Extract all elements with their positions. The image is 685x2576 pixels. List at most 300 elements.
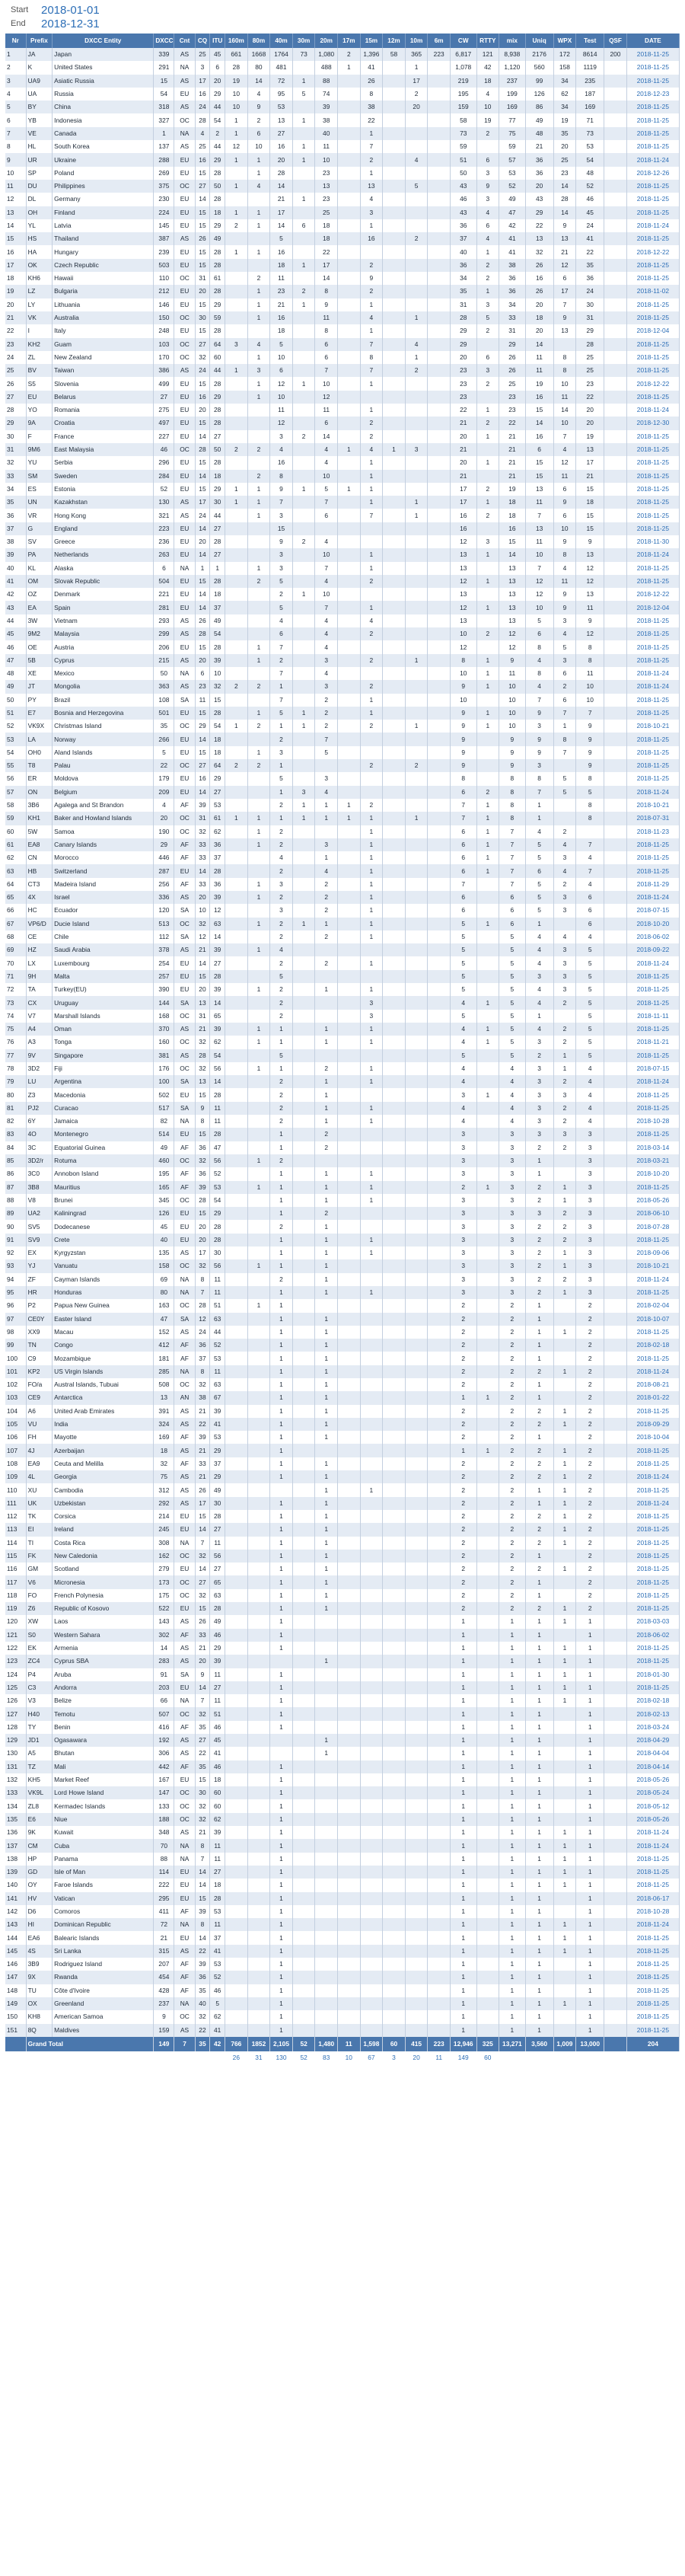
table-row[interactable] bbox=[5, 1615, 680, 1628]
table-row[interactable] bbox=[5, 1997, 680, 2010]
table-cell: 1 bbox=[315, 1181, 338, 1194]
table-cell bbox=[383, 930, 406, 943]
table-cell bbox=[383, 825, 406, 838]
table-row[interactable] bbox=[5, 891, 680, 904]
table-row[interactable] bbox=[5, 1273, 680, 1286]
table-cell bbox=[604, 245, 627, 258]
table-cell: 28 bbox=[210, 245, 225, 258]
table-row[interactable] bbox=[5, 772, 680, 785]
table-row[interactable] bbox=[5, 720, 680, 733]
table-row[interactable] bbox=[5, 1444, 680, 1457]
table-cell: 1 bbox=[270, 1826, 293, 1839]
table-row[interactable] bbox=[5, 812, 680, 825]
table-row[interactable] bbox=[5, 1286, 680, 1299]
table-row[interactable] bbox=[5, 943, 680, 956]
table-cell bbox=[476, 983, 499, 996]
table-row[interactable] bbox=[5, 930, 680, 943]
column-header[interactable]: Nr bbox=[5, 34, 26, 48]
column-header[interactable]: 6m bbox=[428, 34, 451, 48]
table-cell: 3 bbox=[553, 1088, 576, 1101]
table-row[interactable] bbox=[5, 443, 680, 456]
table-cell: 126 bbox=[154, 1207, 174, 1220]
table-cell bbox=[428, 1365, 451, 1378]
column-header[interactable]: 10m bbox=[405, 34, 428, 48]
table-row[interactable] bbox=[5, 1892, 680, 1905]
table-row[interactable] bbox=[5, 707, 680, 720]
column-header[interactable]: 12m bbox=[383, 34, 406, 48]
table-row[interactable] bbox=[5, 1378, 680, 1391]
table-row[interactable] bbox=[5, 640, 680, 653]
table-row[interactable] bbox=[5, 1049, 680, 1062]
table-row[interactable] bbox=[5, 983, 680, 996]
table-row[interactable] bbox=[5, 918, 680, 930]
table-cell: 3 bbox=[525, 720, 553, 733]
table-cell bbox=[405, 1483, 428, 1496]
table-row[interactable] bbox=[5, 1234, 680, 1247]
table-row[interactable] bbox=[5, 1181, 680, 1194]
table-row[interactable] bbox=[5, 1931, 680, 1944]
column-header[interactable]: mix bbox=[499, 34, 526, 48]
table-row[interactable] bbox=[5, 956, 680, 969]
table-cell: XX9 bbox=[26, 1326, 53, 1339]
table-cell: 9 bbox=[270, 483, 293, 496]
table-row[interactable] bbox=[5, 1747, 680, 1760]
table-cell bbox=[315, 825, 338, 838]
table-row[interactable] bbox=[5, 140, 680, 153]
table-row[interactable] bbox=[5, 1088, 680, 1101]
table-cell: 1 bbox=[476, 245, 499, 258]
table-row[interactable] bbox=[5, 1247, 680, 1259]
table-cell: 195 bbox=[450, 88, 476, 101]
table-cell bbox=[360, 1681, 383, 1694]
table-row[interactable] bbox=[5, 377, 680, 390]
table-row[interactable] bbox=[5, 1839, 680, 1852]
table-row[interactable] bbox=[5, 864, 680, 877]
table-cell: FO bbox=[26, 1589, 53, 1602]
table-row[interactable] bbox=[5, 1602, 680, 1615]
start-date-value[interactable]: 2018-01-01 bbox=[41, 3, 100, 17]
table-row[interactable] bbox=[5, 614, 680, 627]
table-cell: PA bbox=[26, 548, 53, 561]
table-row[interactable] bbox=[5, 1510, 680, 1523]
table-row[interactable] bbox=[5, 75, 680, 88]
table-cell bbox=[604, 851, 627, 864]
table-cell: 1 bbox=[476, 1444, 499, 1457]
table-cell bbox=[405, 193, 428, 206]
table-row[interactable] bbox=[5, 1575, 680, 1588]
table-row[interactable] bbox=[5, 548, 680, 561]
table-row[interactable] bbox=[5, 1786, 680, 1799]
table-row[interactable] bbox=[5, 1431, 680, 1444]
table-row[interactable] bbox=[5, 1010, 680, 1023]
table-cell: 78 bbox=[5, 1062, 26, 1075]
table-cell: 1 bbox=[247, 483, 270, 496]
table-row[interactable] bbox=[5, 88, 680, 101]
table-cell: UK bbox=[26, 1497, 53, 1510]
table-cell: 1 bbox=[270, 1128, 293, 1141]
column-header[interactable]: 17m bbox=[338, 34, 361, 48]
table-cell: 514 bbox=[154, 1128, 174, 1141]
table-cell bbox=[604, 206, 627, 219]
table-row[interactable] bbox=[5, 1550, 680, 1563]
table-cell bbox=[405, 1510, 428, 1523]
column-header[interactable]: 20m bbox=[315, 34, 338, 48]
table-row[interactable] bbox=[5, 298, 680, 311]
table-cell: 24 bbox=[5, 351, 26, 364]
table-row[interactable] bbox=[5, 61, 680, 74]
table-cell: 7 bbox=[195, 1853, 210, 1866]
table-cell bbox=[338, 918, 361, 930]
table-cell: 2018-10-21 bbox=[626, 720, 679, 733]
table-row[interactable] bbox=[5, 1062, 680, 1075]
table-cell: 2 bbox=[499, 1589, 526, 1602]
table-row[interactable] bbox=[5, 1391, 680, 1404]
table-row[interactable] bbox=[5, 1075, 680, 1088]
table-cell: EU bbox=[174, 575, 195, 588]
table-cell bbox=[383, 799, 406, 812]
table-row[interactable] bbox=[5, 1036, 680, 1049]
table-cell: 2018-11-25 bbox=[626, 1853, 679, 1866]
table-row[interactable] bbox=[5, 1945, 680, 1958]
column-header[interactable]: CW bbox=[450, 34, 476, 48]
table-row[interactable] bbox=[5, 1668, 680, 1681]
table-row[interactable] bbox=[5, 180, 680, 193]
table-cell: 6 bbox=[576, 904, 604, 917]
table-row[interactable] bbox=[5, 391, 680, 404]
table-cell: 65 bbox=[5, 891, 26, 904]
table-cell: VK9X bbox=[26, 720, 53, 733]
table-row[interactable] bbox=[5, 1365, 680, 1378]
table-cell: 2018-11-24 bbox=[626, 891, 679, 904]
table-row[interactable] bbox=[5, 404, 680, 417]
table-row[interactable] bbox=[5, 1773, 680, 1786]
table-row[interactable] bbox=[5, 338, 680, 351]
table-cell: 2018-11-25 bbox=[626, 1681, 679, 1694]
table-cell: 3 bbox=[525, 1075, 553, 1088]
table-cell bbox=[225, 1892, 248, 1905]
table-row[interactable] bbox=[5, 1984, 680, 1997]
table-row[interactable] bbox=[5, 1128, 680, 1141]
table-cell bbox=[225, 1102, 248, 1115]
table-cell: 28 bbox=[210, 1892, 225, 1905]
table-cell: 1 bbox=[315, 983, 338, 996]
table-cell: Indonesia bbox=[53, 113, 154, 126]
table-cell: 1 bbox=[576, 1958, 604, 1971]
table-row[interactable] bbox=[5, 825, 680, 838]
table-cell bbox=[476, 1154, 499, 1167]
table-cell bbox=[476, 470, 499, 483]
table-row[interactable] bbox=[5, 1457, 680, 1470]
table-row[interactable] bbox=[5, 1799, 680, 1812]
table-cell: 507 bbox=[154, 1707, 174, 1720]
table-row[interactable] bbox=[5, 1207, 680, 1220]
table-row[interactable] bbox=[5, 1853, 680, 1866]
table-row[interactable] bbox=[5, 680, 680, 693]
table-row[interactable] bbox=[5, 759, 680, 772]
table-row[interactable] bbox=[5, 1958, 680, 1971]
table-row[interactable] bbox=[5, 1470, 680, 1483]
table-cell bbox=[225, 1773, 248, 1786]
column-header[interactable]: DXCC Entity bbox=[53, 34, 154, 48]
table-row[interactable] bbox=[5, 1879, 680, 1891]
table-row[interactable] bbox=[5, 786, 680, 799]
table-row[interactable] bbox=[5, 1563, 680, 1575]
table-row[interactable] bbox=[5, 1339, 680, 1352]
table-row[interactable] bbox=[5, 1694, 680, 1707]
table-row[interactable] bbox=[5, 1813, 680, 1826]
table-row[interactable] bbox=[5, 153, 680, 166]
table-cell: 49 bbox=[154, 1141, 174, 1154]
table-cell: 9 bbox=[195, 1102, 210, 1115]
table-cell bbox=[383, 575, 406, 588]
table-row[interactable] bbox=[5, 522, 680, 535]
table-row[interactable] bbox=[5, 1629, 680, 1642]
table-row[interactable] bbox=[5, 1313, 680, 1326]
table-row[interactable] bbox=[5, 970, 680, 983]
table-cell: 8 bbox=[499, 786, 526, 799]
table-row[interactable] bbox=[5, 1299, 680, 1312]
table-row[interactable] bbox=[5, 496, 680, 509]
table-cell bbox=[405, 694, 428, 707]
table-row[interactable] bbox=[5, 575, 680, 588]
column-header[interactable]: Test bbox=[576, 34, 604, 48]
table-cell: 31 bbox=[450, 298, 476, 311]
table-cell: 2 bbox=[553, 825, 576, 838]
table-row[interactable] bbox=[5, 1826, 680, 1839]
column-header[interactable]: 30m bbox=[292, 34, 315, 48]
table-cell bbox=[405, 1497, 428, 1510]
table-row[interactable] bbox=[5, 2024, 680, 2037]
table-row[interactable] bbox=[5, 878, 680, 891]
table-row[interactable] bbox=[5, 364, 680, 377]
table-row[interactable] bbox=[5, 1154, 680, 1167]
table-cell: 336 bbox=[154, 891, 174, 904]
column-header[interactable]: QSF bbox=[604, 34, 627, 48]
table-cell: 5 bbox=[499, 956, 526, 969]
table-cell: 50 bbox=[210, 443, 225, 456]
table-cell bbox=[604, 535, 627, 548]
table-row[interactable] bbox=[5, 101, 680, 113]
table-cell: 16 bbox=[270, 456, 293, 469]
table-row[interactable] bbox=[5, 627, 680, 640]
table-row[interactable] bbox=[5, 311, 680, 324]
table-cell: 5 bbox=[450, 983, 476, 996]
table-row[interactable] bbox=[5, 417, 680, 429]
column-header[interactable]: CQ bbox=[195, 34, 210, 48]
table-row[interactable] bbox=[5, 1405, 680, 1418]
table-row[interactable] bbox=[5, 746, 680, 759]
table-cell: 1 bbox=[476, 404, 499, 417]
table-row[interactable] bbox=[5, 232, 680, 245]
table-row[interactable] bbox=[5, 1760, 680, 1773]
table-cell: 21 bbox=[499, 456, 526, 469]
table-row[interactable] bbox=[5, 733, 680, 745]
column-header[interactable]: RTTY bbox=[476, 34, 499, 48]
table-cell: NA bbox=[174, 562, 195, 575]
column-header[interactable]: ITU bbox=[210, 34, 225, 48]
table-row[interactable] bbox=[5, 48, 680, 61]
table-cell: 1 bbox=[553, 1497, 576, 1510]
table-cell: 3 bbox=[525, 1102, 553, 1115]
table-row[interactable] bbox=[5, 1194, 680, 1207]
column-header[interactable]: DATE bbox=[626, 34, 679, 48]
table-row[interactable] bbox=[5, 1721, 680, 1734]
table-row[interactable] bbox=[5, 1681, 680, 1694]
table-row[interactable] bbox=[5, 285, 680, 298]
table-row[interactable] bbox=[5, 1352, 680, 1365]
table-row[interactable] bbox=[5, 1220, 680, 1233]
table-row[interactable] bbox=[5, 206, 680, 219]
table-cell bbox=[428, 1115, 451, 1128]
table-cell: 29 bbox=[195, 720, 210, 733]
table-cell bbox=[604, 338, 627, 351]
table-cell: 51 bbox=[5, 707, 26, 720]
table-row[interactable] bbox=[5, 851, 680, 864]
table-cell: 54 bbox=[576, 153, 604, 166]
table-cell: 10 bbox=[499, 680, 526, 693]
table-cell: 2018-12-04 bbox=[626, 324, 679, 337]
table-row[interactable] bbox=[5, 509, 680, 522]
table-cell: 108 bbox=[154, 694, 174, 707]
table-cell bbox=[405, 2024, 428, 2037]
table-cell: Canary Islands bbox=[53, 838, 154, 851]
table-row[interactable] bbox=[5, 1523, 680, 1536]
table-row[interactable] bbox=[5, 1537, 680, 1550]
column-header[interactable]: Uniq bbox=[525, 34, 553, 48]
table-row[interactable] bbox=[5, 113, 680, 126]
table-cell bbox=[338, 1326, 361, 1339]
table-cell: 57 bbox=[499, 153, 526, 166]
table-row[interactable] bbox=[5, 667, 680, 680]
table-row[interactable] bbox=[5, 245, 680, 258]
table-row[interactable] bbox=[5, 351, 680, 364]
table-cell: I bbox=[26, 324, 53, 337]
table-cell: 1 bbox=[476, 838, 499, 851]
table-row[interactable] bbox=[5, 167, 680, 180]
column-header[interactable]: Prefix bbox=[26, 34, 53, 48]
column-header[interactable]: DXCC bbox=[154, 34, 174, 48]
table-cell: 3 bbox=[450, 1167, 476, 1180]
table-row[interactable] bbox=[5, 1497, 680, 1510]
table-row[interactable] bbox=[5, 654, 680, 667]
table-cell: 2 bbox=[270, 1115, 293, 1128]
table-row[interactable] bbox=[5, 219, 680, 232]
table-row[interactable] bbox=[5, 1589, 680, 1602]
table-cell: 1 bbox=[476, 430, 499, 443]
table-cell: A3 bbox=[26, 1036, 53, 1049]
table-cell: Corsica bbox=[53, 1510, 154, 1523]
table-row[interactable] bbox=[5, 1971, 680, 1984]
table-cell: 11 bbox=[525, 535, 553, 548]
table-cell: 20 bbox=[195, 1234, 210, 1247]
table-cell bbox=[405, 1971, 428, 1984]
table-row[interactable] bbox=[5, 1102, 680, 1115]
table-cell: 37 bbox=[210, 1457, 225, 1470]
table-cell: 315 bbox=[154, 1945, 174, 1958]
table-cell: Thailand bbox=[53, 232, 154, 245]
table-cell: 1 bbox=[315, 1234, 338, 1247]
table-row[interactable] bbox=[5, 838, 680, 851]
table-row[interactable] bbox=[5, 1483, 680, 1496]
table-row[interactable] bbox=[5, 1642, 680, 1655]
table-row[interactable] bbox=[5, 193, 680, 206]
table-cell bbox=[428, 1405, 451, 1418]
table-cell: 15 bbox=[195, 575, 210, 588]
table-cell: V3 bbox=[26, 1694, 53, 1707]
column-header[interactable]: 80m bbox=[247, 34, 270, 48]
table-row[interactable] bbox=[5, 1023, 680, 1036]
table-row[interactable] bbox=[5, 259, 680, 272]
total-cell: 204 bbox=[626, 2037, 679, 2051]
table-row[interactable] bbox=[5, 1655, 680, 1668]
table-row[interactable] bbox=[5, 601, 680, 614]
table-cell: 64 bbox=[5, 878, 26, 891]
column-header[interactable]: 40m bbox=[270, 34, 293, 48]
table-row[interactable] bbox=[5, 904, 680, 917]
table-row[interactable] bbox=[5, 1905, 680, 1918]
table-row[interactable] bbox=[5, 1259, 680, 1272]
table-cell bbox=[292, 1839, 315, 1852]
table-cell: 26 bbox=[499, 351, 526, 364]
table-cell bbox=[225, 1431, 248, 1444]
table-row[interactable] bbox=[5, 588, 680, 601]
table-cell bbox=[405, 1537, 428, 1550]
table-cell: 2 bbox=[270, 983, 293, 996]
table-row[interactable] bbox=[5, 1866, 680, 1879]
table-row[interactable] bbox=[5, 1918, 680, 1931]
table-row[interactable] bbox=[5, 1707, 680, 1720]
table-cell bbox=[360, 1088, 383, 1101]
table-row[interactable] bbox=[5, 2010, 680, 2023]
table-cell: 29 bbox=[450, 338, 476, 351]
table-row[interactable] bbox=[5, 694, 680, 707]
table-row[interactable] bbox=[5, 535, 680, 548]
table-cell: 12 bbox=[315, 391, 338, 404]
table-row[interactable] bbox=[5, 1167, 680, 1180]
table-cell: 2018-11-25 bbox=[626, 1997, 679, 2010]
table-row[interactable] bbox=[5, 996, 680, 1009]
table-cell: AS bbox=[174, 364, 195, 377]
table-cell bbox=[225, 377, 248, 390]
table-row[interactable] bbox=[5, 324, 680, 337]
table-row[interactable] bbox=[5, 1115, 680, 1128]
column-header[interactable]: WPX bbox=[553, 34, 576, 48]
table-row[interactable] bbox=[5, 1141, 680, 1154]
table-row[interactable] bbox=[5, 1418, 680, 1431]
table-cell: 27 bbox=[210, 1523, 225, 1536]
table-row[interactable] bbox=[5, 562, 680, 575]
table-cell: 1 bbox=[450, 2024, 476, 2037]
table-row[interactable] bbox=[5, 483, 680, 496]
table-row[interactable] bbox=[5, 1326, 680, 1339]
table-cell bbox=[360, 1128, 383, 1141]
table-row[interactable] bbox=[5, 799, 680, 812]
table-row[interactable] bbox=[5, 470, 680, 483]
table-row[interactable] bbox=[5, 456, 680, 469]
column-header[interactable]: Cnt bbox=[174, 34, 195, 48]
table-row[interactable] bbox=[5, 127, 680, 140]
table-cell bbox=[247, 1352, 270, 1365]
table-row[interactable] bbox=[5, 272, 680, 285]
column-header[interactable]: 160m bbox=[225, 34, 248, 48]
table-cell: 11 bbox=[576, 667, 604, 680]
end-date-value[interactable]: 2018-12-31 bbox=[41, 17, 100, 30]
table-cell bbox=[383, 1128, 406, 1141]
table-row[interactable] bbox=[5, 1734, 680, 1747]
table-row[interactable] bbox=[5, 430, 680, 443]
table-cell: AS bbox=[174, 1444, 195, 1457]
column-header[interactable]: 15m bbox=[360, 34, 383, 48]
